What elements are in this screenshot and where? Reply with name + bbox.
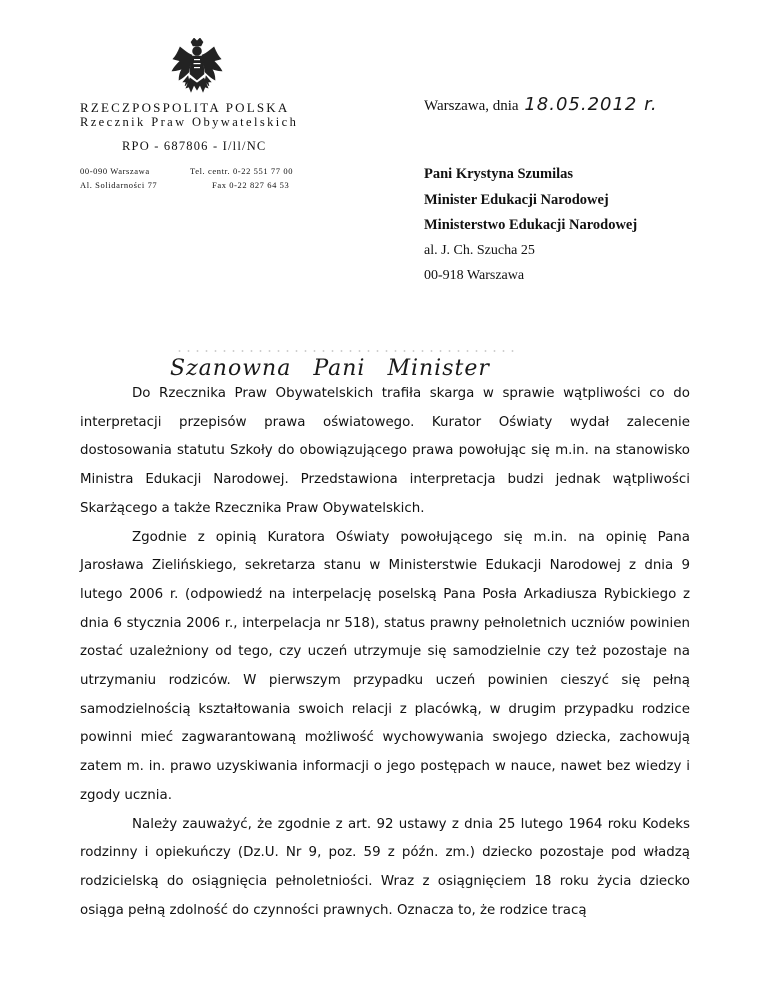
recipient-street: al. J. Ch. Szucha 25 <box>424 243 535 258</box>
reference-number: RPO - 687806 - I/ll/NC <box>122 139 267 153</box>
paragraph-1: Do Rzecznika Praw Obywatelskich trafiła skarga w sprawie wątpliwości co do interpretacji przepisów prawa oświatowego. Kurator Oświaty wydał zalecenie dostosowania statutu Szkoły do obowiązującego prawa powołując się m.in. na stanowisko Ministra Edukacji Narodowej. Przedstawiona interpretacja budzi jednak wątpliwości Skarżącego a także Rzecznika Praw Obywatelskich. <box>80 386 690 516</box>
eagle-emblem-icon <box>170 38 224 98</box>
fax-number: Fax 0-22 827 64 53 <box>212 180 290 190</box>
paragraph-2: Zgodnie z opinią Kuratora Oświaty powołującego się m.in. na opinię Pana Jarosława Zielińskiego, sekretarza stanu w Ministerstwie Edukacji Narodowej z dnia 9 lutego 2006 r. (odpowiedź na interpelację poselską Pana Posła Arkadiusza Rybickiego z dnia 6 stycznia 2006 r., interpelacja nr 518), status prawny pełnoletnich uczniów powinien zostać uzależniony od tego, czy uczeń utrzymuje się samodzielnie czy też pozostaje na utrzymaniu rodziców. W pierwszym przypadku uczeń powinien cieszyć się pełną samodzielnością kształtowania swoich relacji z placówką, w drugim przypadku rodzice powinni mieć zagwarantowaną możliwość wychowywania swojego dziecka, zachowują zatem m. in. prawo uzyskiwania informacji o jego postępach w nauce, nawet bez wiedzy i zgody ucznia. <box>80 529 690 803</box>
institution-subtitle: Rzecznik Praw Obywatelskich <box>80 115 299 129</box>
date-line <box>424 94 658 115</box>
place-label: Warszawa, dnia <box>424 98 519 114</box>
salutation-word-2: Pani <box>313 356 366 381</box>
address-street: Al. Solidarności 77 <box>80 180 158 190</box>
letter-body <box>80 380 690 925</box>
handwritten-date: 18.05.2012 r. <box>524 94 658 115</box>
paragraph-3: Należy zauważyć, że zgodnie z art. 92 ustawy z dnia 25 lutego 1964 roku Kodeks rodzinny i opiekuńczy (Dz.U. Nr 9, poz. 59 z późn. zm.) dziecko pozostaje pod władzą rodzicielską do osiągnięcia pełnoletniości. Wraz z osiągnięciem 18 roku życia dziecko osiąga pełną zdolność do czynności prawnych. Oznacza to, że rodzice tracą <box>80 816 690 918</box>
scan-noise <box>175 348 515 354</box>
recipient-ministry: Ministerstwo Edukacji Narodowej <box>424 217 638 233</box>
address-postal: 00-090 Warszawa <box>80 166 150 176</box>
handwritten-salutation <box>170 356 490 381</box>
recipient-title: Minister Edukacji Narodowej <box>424 192 609 208</box>
salutation-word-1: Szanowna <box>170 356 292 381</box>
recipient-name: Pani Krystyna Szumilas <box>424 166 574 182</box>
institution-block <box>80 101 298 129</box>
recipient-city: 00-918 Warszawa <box>424 268 525 283</box>
salutation-word-3: Minister <box>387 356 490 381</box>
institution-name: RZECZPOSPOLITA POLSKA <box>80 100 290 115</box>
phone-number: Tel. centr. 0-22 551 77 00 <box>190 166 294 176</box>
